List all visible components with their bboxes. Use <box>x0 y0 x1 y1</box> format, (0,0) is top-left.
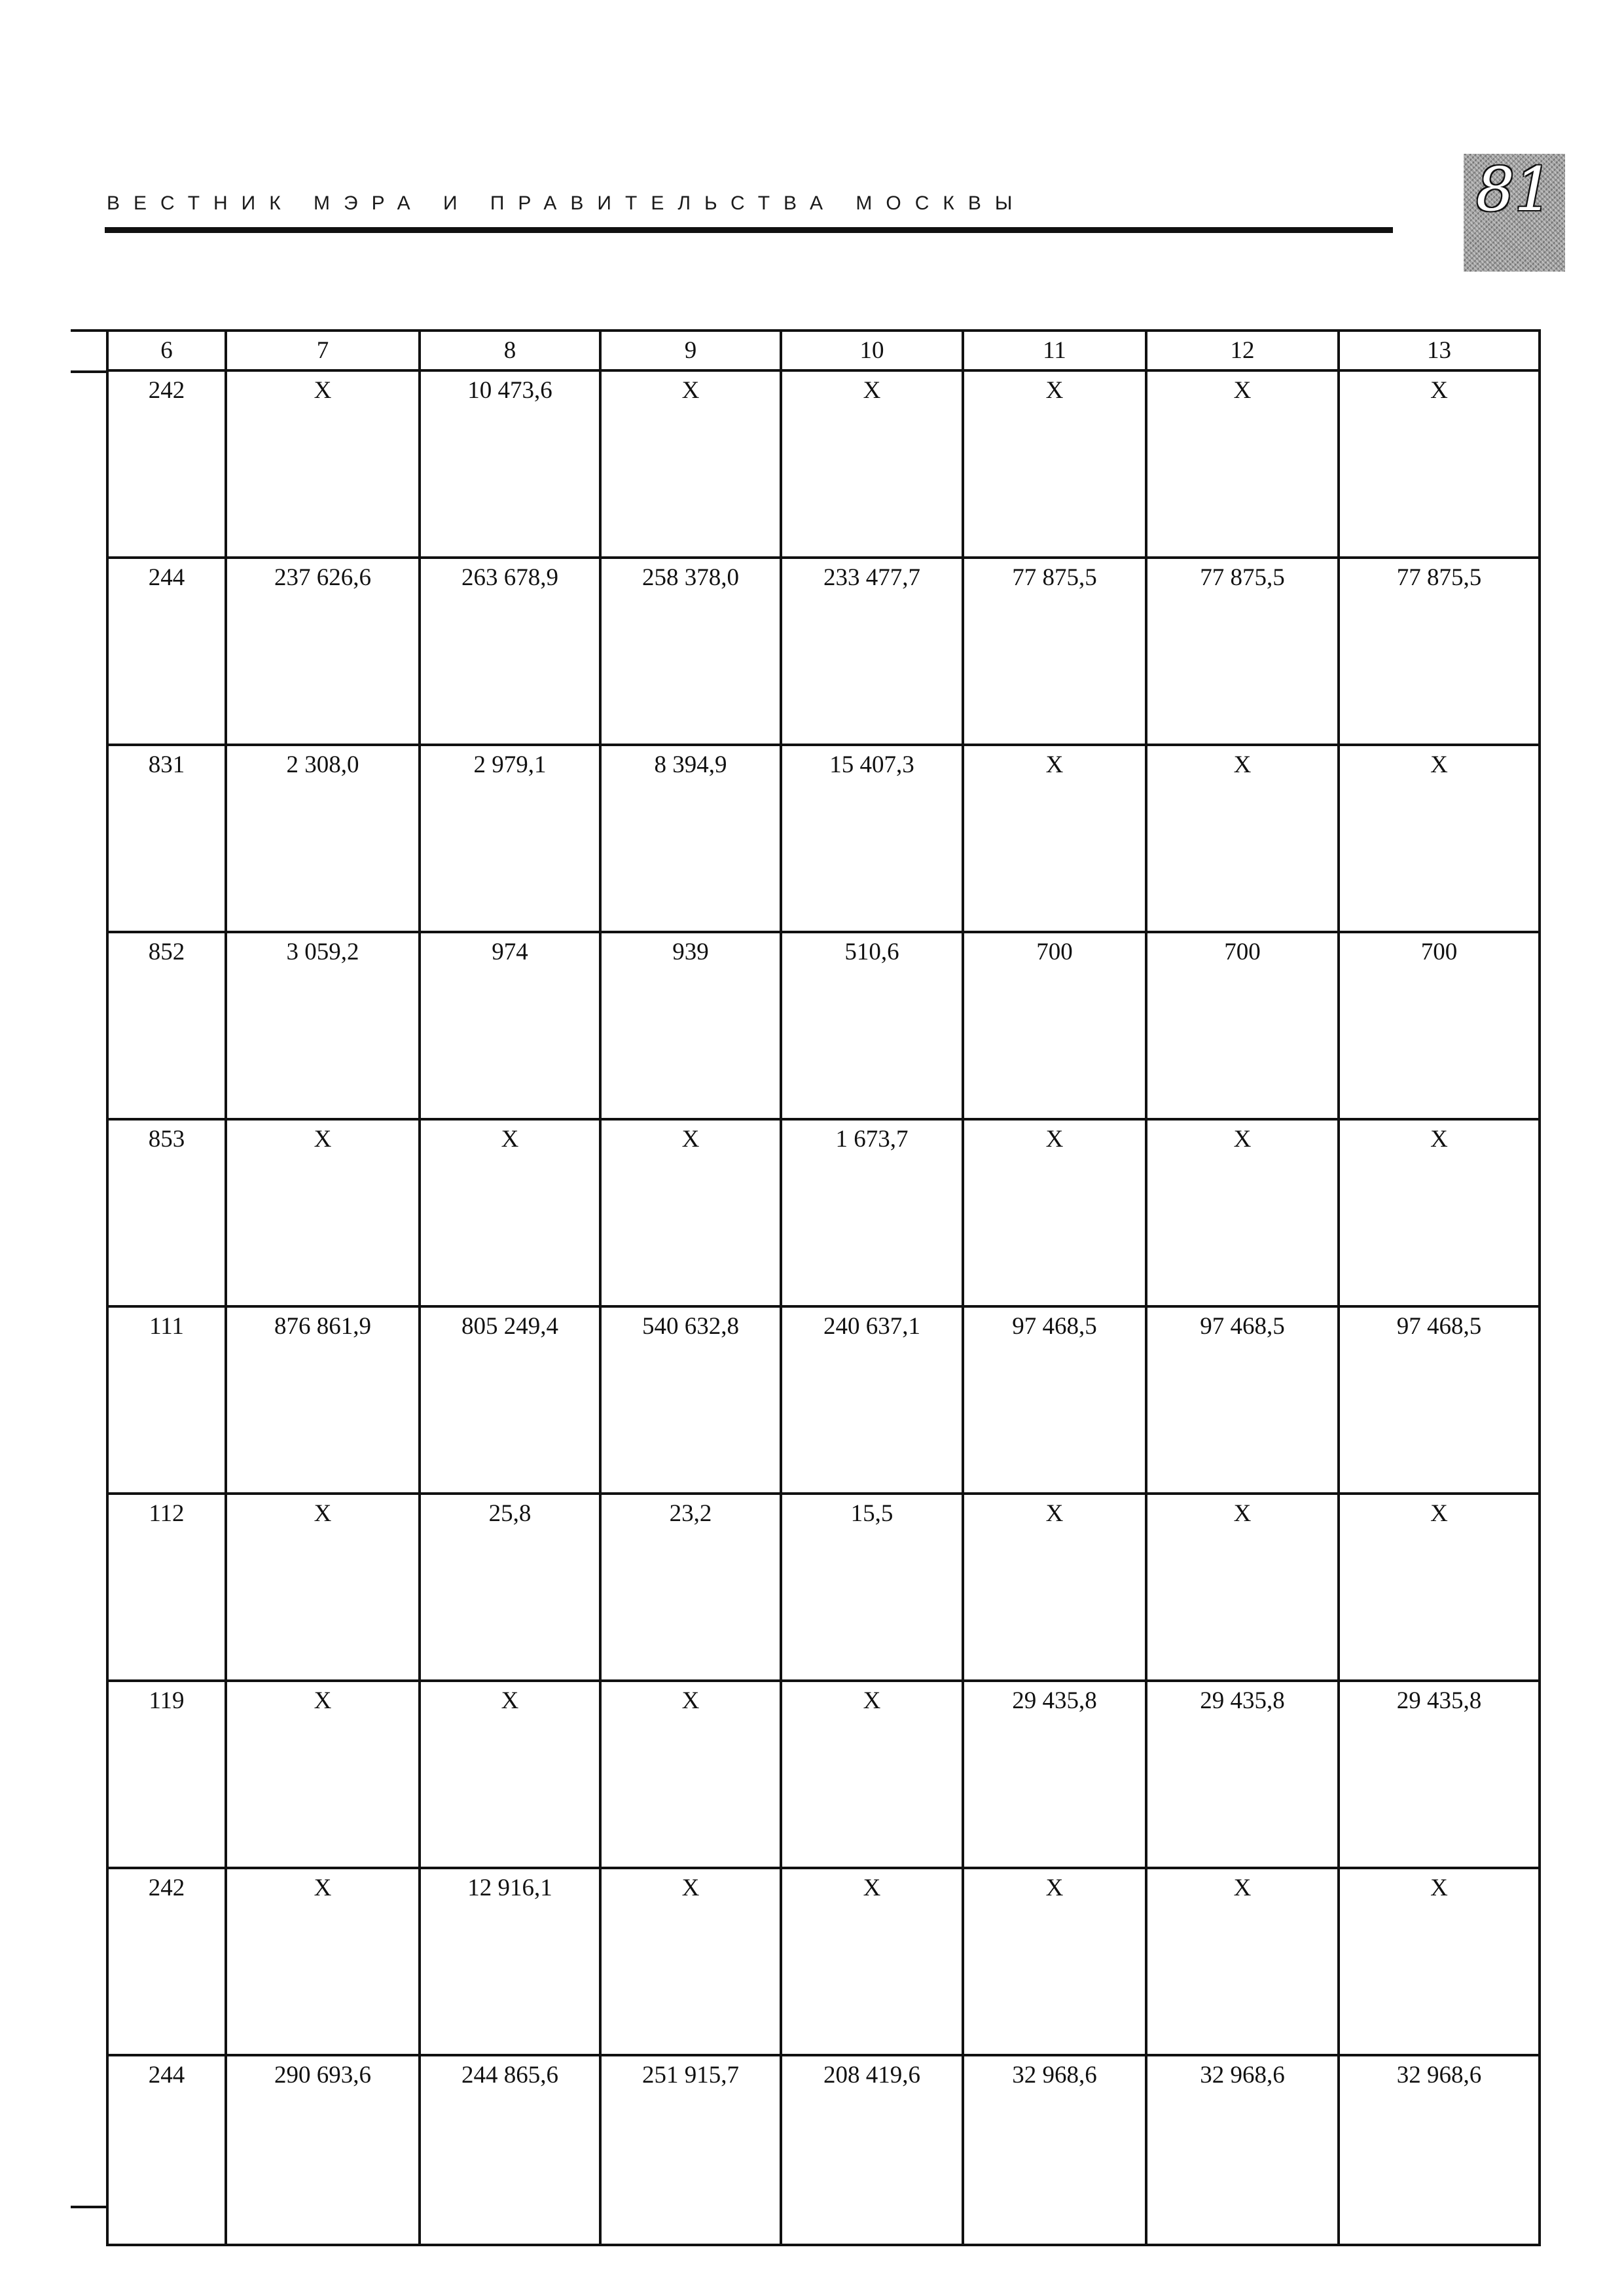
table-cell: X <box>1339 745 1540 932</box>
table-row <box>107 1306 1540 1494</box>
left-border-stub <box>71 329 109 332</box>
table-cell: X <box>1339 1119 1540 1306</box>
table-cell: X <box>600 1119 781 1306</box>
page-number-badge <box>1464 154 1565 272</box>
table-cell: 112 <box>107 1494 226 1681</box>
table-cell: X <box>1339 370 1540 558</box>
table-cell: X <box>963 1494 1146 1681</box>
table-cell: 251 915,7 <box>600 2055 781 2245</box>
table-cell: X <box>226 1119 420 1306</box>
column-header: 7 <box>226 331 420 370</box>
table-cell: 700 <box>1339 932 1540 1119</box>
table-cell: 29 435,8 <box>963 1681 1146 1868</box>
table-cell: 244 <box>107 558 226 745</box>
table-cell: 15,5 <box>781 1494 963 1681</box>
table-cell: 23,2 <box>600 1494 781 1681</box>
table-cell: 77 875,5 <box>1146 558 1339 745</box>
table-cell: 244 865,6 <box>420 2055 600 2245</box>
table-cell: 97 468,5 <box>963 1306 1146 1494</box>
column-header: 11 <box>963 331 1146 370</box>
column-header: 9 <box>600 331 781 370</box>
table-cell: 119 <box>107 1681 226 1868</box>
table-cell: 831 <box>107 745 226 932</box>
table-cell: 242 <box>107 370 226 558</box>
table-cell: 853 <box>107 1119 226 1306</box>
table-cell: 805 249,4 <box>420 1306 600 1494</box>
table-cell: X <box>781 370 963 558</box>
table-cell: 258 378,0 <box>600 558 781 745</box>
table-cell: X <box>1146 370 1339 558</box>
table-cell: 244 <box>107 2055 226 2245</box>
table-cell: 29 435,8 <box>1146 1681 1339 1868</box>
left-border-stub <box>71 370 109 373</box>
table-cell: 32 968,6 <box>1339 2055 1540 2245</box>
table-cell: 10 473,6 <box>420 370 600 558</box>
table-cell: X <box>1339 1868 1540 2055</box>
table-cell: 29 435,8 <box>1339 1681 1540 1868</box>
table-cell: X <box>963 1119 1146 1306</box>
table-cell: X <box>226 1868 420 2055</box>
table-cell: X <box>1339 1494 1540 1681</box>
header-rule <box>105 227 1393 233</box>
table-cell: X <box>420 1119 600 1306</box>
table-row <box>107 2055 1540 2245</box>
table-cell: X <box>1146 1494 1339 1681</box>
table-cell: X <box>600 1681 781 1868</box>
table-cell: 15 407,3 <box>781 745 963 932</box>
table-cell: 97 468,5 <box>1339 1306 1540 1494</box>
table-cell: X <box>963 370 1146 558</box>
table-cell: X <box>1146 1119 1339 1306</box>
left-border-stub <box>71 2206 109 2208</box>
table-cell: 111 <box>107 1306 226 1494</box>
table-row <box>107 1119 1540 1306</box>
table-cell: 3 059,2 <box>226 932 420 1119</box>
table-cell: 510,6 <box>781 932 963 1119</box>
table-cell: X <box>781 1868 963 2055</box>
table-cell: X <box>600 1868 781 2055</box>
column-header: 8 <box>420 331 600 370</box>
table-cell: 700 <box>963 932 1146 1119</box>
table-cell: 1 673,7 <box>781 1119 963 1306</box>
table-row <box>107 932 1540 1119</box>
table-cell: 77 875,5 <box>1339 558 1540 745</box>
column-header: 6 <box>107 331 226 370</box>
table-cell: 540 632,8 <box>600 1306 781 1494</box>
table-cell: 25,8 <box>420 1494 600 1681</box>
table-cell: 242 <box>107 1868 226 2055</box>
table-cell: 974 <box>420 932 600 1119</box>
table-cell: 233 477,7 <box>781 558 963 745</box>
table-cell: 240 637,1 <box>781 1306 963 1494</box>
table-row <box>107 1494 1540 1681</box>
table-cell: 2 979,1 <box>420 745 600 932</box>
table-cell: X <box>226 1494 420 1681</box>
table-cell: 32 968,6 <box>1146 2055 1339 2245</box>
table-cell: 852 <box>107 932 226 1119</box>
table-cell: 939 <box>600 932 781 1119</box>
column-header: 13 <box>1339 331 1540 370</box>
table-cell: 77 875,5 <box>963 558 1146 745</box>
table-cell: 290 693,6 <box>226 2055 420 2245</box>
page-number: 81 <box>1475 154 1553 224</box>
table-cell: X <box>781 1681 963 1868</box>
table-cell: 700 <box>1146 932 1339 1119</box>
table-cell: 2 308,0 <box>226 745 420 932</box>
table-row <box>107 558 1540 745</box>
table-cell: 876 861,9 <box>226 1306 420 1494</box>
column-header: 12 <box>1146 331 1339 370</box>
table-cell: X <box>1146 1868 1339 2055</box>
budget-table <box>106 329 1541 2246</box>
table-cell: X <box>963 745 1146 932</box>
table-cell: 237 626,6 <box>226 558 420 745</box>
table-cell: X <box>600 370 781 558</box>
table-row <box>107 745 1540 932</box>
journal-title: ВЕСТНИК МЭРА И ПРАВИТЕЛЬСТВА МОСКВЫ <box>107 192 1026 214</box>
table-row <box>107 1868 1540 2055</box>
table-cell: X <box>1146 745 1339 932</box>
table-row <box>107 1681 1540 1868</box>
table-cell: 32 968,6 <box>963 2055 1146 2245</box>
table-cell: X <box>420 1681 600 1868</box>
table-cell: 208 419,6 <box>781 2055 963 2245</box>
table-cell: 12 916,1 <box>420 1868 600 2055</box>
table-cell: X <box>963 1868 1146 2055</box>
table-row <box>107 370 1540 558</box>
table-cell: 8 394,9 <box>600 745 781 932</box>
table-cell: 263 678,9 <box>420 558 600 745</box>
table-cell: 97 468,5 <box>1146 1306 1339 1494</box>
column-header: 10 <box>781 331 963 370</box>
table-cell: X <box>226 1681 420 1868</box>
table-header-row <box>107 331 1540 370</box>
table-cell: X <box>226 370 420 558</box>
